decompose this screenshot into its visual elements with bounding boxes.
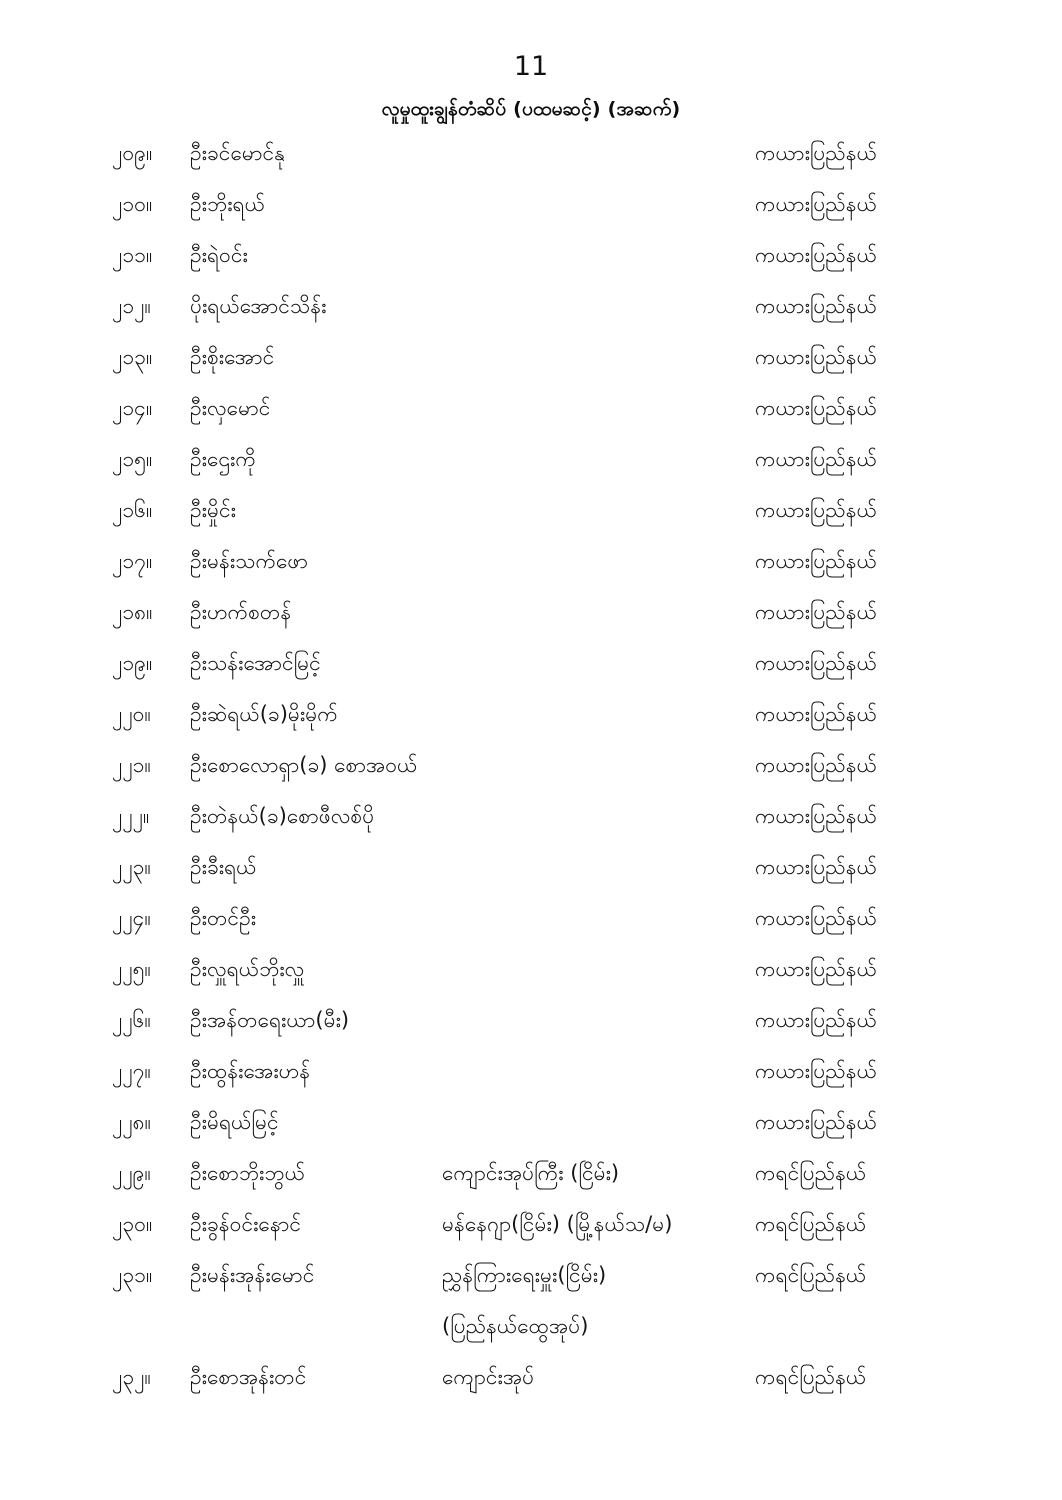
row-number: ၂၁၄။ (112, 396, 153, 420)
row-name: ဦးမှိုင်း (190, 498, 236, 522)
table-row (0, 230, 1062, 281)
row-number: ၂၁၂။ (112, 294, 151, 318)
row-name: ဦးတဲနယ်(ခ)စောဖီလစ်ပို (190, 804, 375, 828)
row-number: ၂၂၃။ (112, 855, 151, 879)
row-position (442, 1148, 755, 1199)
row-number: ၂၁၉။ (112, 651, 153, 675)
row-position (442, 638, 755, 689)
table-row (0, 1148, 1062, 1199)
row-number: ၂၂၄။ (112, 906, 151, 930)
table-row (0, 128, 1062, 179)
row-name: ဦးတင်ဦး (190, 906, 257, 930)
table-row (0, 485, 1062, 536)
row-region: ကယားပြည်နယ် (755, 243, 877, 267)
row-position (442, 536, 755, 587)
row-region: ကယားပြည်နယ် (755, 753, 877, 777)
row-position (442, 842, 755, 893)
table-row (0, 536, 1062, 587)
row-name: ဦးမန်းအုန်းမောင် (190, 1263, 315, 1287)
row-position (442, 689, 755, 740)
row-name: ဦးရဲဝင်း (190, 243, 248, 267)
row-region: ကယားပြည်နယ် (755, 192, 877, 216)
row-position (442, 1250, 755, 1352)
row-number: ၂၂၂။ (112, 804, 150, 828)
page-number: 11 (513, 51, 549, 82)
row-name: ဦးမိရယ်မြင့် (190, 1110, 279, 1134)
row-name: ဦးလှူရယ်ဘိုးလှူ (190, 957, 305, 981)
table-row (0, 383, 1062, 434)
row-name: ဦးခီးရယ် (190, 855, 257, 879)
row-name: ဦးထွန်းအေးဟန် (190, 1059, 311, 1083)
row-name: ဦးအန်တရေးယာ(မီး) (190, 1008, 350, 1032)
row-number: ၂၂၁။ (112, 753, 151, 777)
table-row (0, 1199, 1062, 1250)
row-position (442, 944, 755, 995)
row-region: ကယားပြည်နယ် (755, 549, 877, 573)
table-row (0, 842, 1062, 893)
row-number: ၂၁၃။ (112, 345, 153, 369)
row-region: ကယားပြည်နယ် (755, 498, 877, 522)
row-position-line1: ကျောင်းအုပ် (442, 1365, 535, 1389)
row-position (442, 893, 755, 944)
row-region: ကယားပြည်နယ် (755, 447, 877, 471)
row-position (442, 1097, 755, 1148)
row-name: ဦးဆဲရယ်(ခ)မိုးမိုက် (190, 702, 338, 726)
row-position-line2: (ပြည်နယ်ထွေအုပ်) (442, 1314, 589, 1338)
table-row (0, 740, 1062, 791)
row-position (442, 1046, 755, 1097)
row-number: ၂၂၈။ (112, 1110, 151, 1134)
row-number: ၂၀၉။ (112, 141, 153, 165)
row-number: ၂၁၇။ (112, 549, 153, 573)
row-region: ကယားပြည်နယ် (755, 804, 877, 828)
row-region: ကယားပြည်နယ် (755, 906, 877, 930)
row-position-line1: ညွှန်ကြားရေးမှူး(ငြိမ်း) (442, 1263, 607, 1287)
table-row (0, 281, 1062, 332)
row-name: ဦးစောလောရှာ(ခ) စောအဝယ် (190, 753, 418, 777)
row-name: ဦးမန်းသက်ဖော (190, 549, 309, 573)
table-row (0, 893, 1062, 944)
row-region: ကယားပြည်နယ် (755, 141, 877, 165)
row-position (442, 995, 755, 1046)
row-number: ၂၂၅။ (112, 957, 151, 981)
row-position (442, 332, 755, 383)
row-position-line1: မန်နေဂျာ(ငြိမ်း) (မြို့နယ်သ/မ) (442, 1212, 673, 1236)
row-position (442, 1199, 755, 1250)
row-position (442, 383, 755, 434)
table-row (0, 434, 1062, 485)
row-region: ကယားပြည်နယ် (755, 651, 877, 675)
row-number: ၂၂၆။ (112, 1008, 151, 1032)
table-row (0, 944, 1062, 995)
row-position (442, 230, 755, 281)
row-region: ကရင်ပြည်နယ် (755, 1212, 867, 1236)
row-number: ၂၁၀။ (112, 192, 153, 216)
row-region: ကယားပြည်နယ် (755, 1110, 877, 1134)
row-name: ပိုးရယ်အောင်သိန်း (190, 294, 327, 318)
document-title: လူမှုထူးချွန်တံဆိပ် (ပထမဆင့်) (အဆက်) (381, 98, 681, 120)
row-region: ကယားပြည်နယ် (755, 345, 877, 369)
row-number: ၂၁၅။ (112, 447, 153, 471)
row-number: ၂၃၁။ (112, 1263, 153, 1287)
row-name: ဦးခွန်ဝင်းနောင် (190, 1212, 301, 1236)
table-row (0, 1046, 1062, 1097)
row-position-line1: ကျောင်းအုပ်ကြီး (ငြိမ်း) (442, 1161, 620, 1185)
table-row (0, 587, 1062, 638)
row-name: ဦးစောဘိုးဘွယ် (190, 1161, 305, 1185)
row-name: ဦးဌေးကို (190, 447, 256, 471)
row-region: ကရင်ပြည်နယ် (755, 1263, 867, 1287)
row-name: ဦးဘိုးရယ် (190, 192, 265, 216)
row-position (442, 128, 755, 179)
row-name: ဦးဟက်စတန် (190, 600, 292, 624)
row-number: ၂၂၇။ (112, 1059, 151, 1083)
table-row (0, 332, 1062, 383)
row-position (442, 740, 755, 791)
row-position (442, 1352, 755, 1403)
row-position (442, 281, 755, 332)
table-row (0, 791, 1062, 842)
table-row (0, 1097, 1062, 1148)
row-region: ကယားပြည်နယ် (755, 702, 877, 726)
row-position (442, 485, 755, 536)
table-row (0, 689, 1062, 740)
row-name: ဦးသန်းအောင်မြင့် (190, 651, 321, 675)
row-number: ၂၃၀။ (112, 1212, 153, 1236)
row-region: ကယားပြည်နယ် (755, 396, 877, 420)
row-number: ၂၁၆။ (112, 498, 153, 522)
row-region: ကယားပြည်နယ် (755, 957, 877, 981)
row-region: ကယားပြည်နယ် (755, 600, 877, 624)
table-row (0, 638, 1062, 689)
row-name: ဦးစိုးအောင် (190, 345, 275, 369)
table-row (0, 1250, 1062, 1352)
table-row (0, 995, 1062, 1046)
row-region: ကရင်ပြည်နယ် (755, 1365, 867, 1389)
row-position (442, 791, 755, 842)
row-number: ၂၂၉။ (112, 1161, 151, 1185)
row-region: ကယားပြည်နယ် (755, 855, 877, 879)
row-region: ကယားပြည်နယ် (755, 1059, 877, 1083)
table-row (0, 1352, 1062, 1403)
row-number: ၂၁၁။ (112, 243, 153, 267)
row-name: ဦးစောအုန်းတင် (190, 1365, 307, 1389)
row-number: ၂၃၂။ (112, 1365, 151, 1389)
row-position (442, 587, 755, 638)
row-position (442, 434, 755, 485)
row-position (442, 179, 755, 230)
row-number: ၂၁၈။ (112, 600, 153, 624)
row-number: ၂၂၀။ (112, 702, 151, 726)
entries-list (0, 128, 1062, 1403)
row-name: ဦးလှမောင် (190, 396, 271, 420)
row-region: ကယားပြည်နယ် (755, 294, 877, 318)
row-region: ကယားပြည်နယ် (755, 1008, 877, 1032)
row-region: ကရင်ပြည်နယ် (755, 1161, 867, 1185)
row-name: ဦးခင်မောင်နု (190, 141, 285, 165)
table-row (0, 179, 1062, 230)
